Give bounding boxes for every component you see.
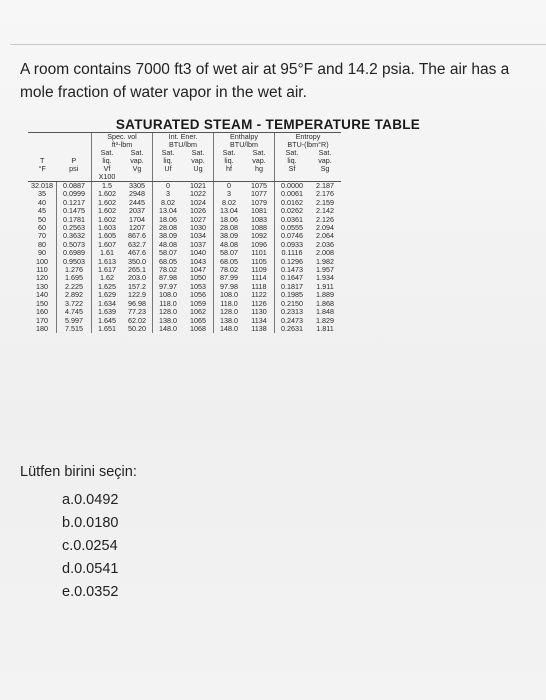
table-cell: 58.07 bbox=[153, 249, 184, 257]
table-cell: 1056 bbox=[190, 290, 206, 300]
header-cell: Sat. bbox=[275, 149, 310, 157]
table-cell: 3.722 bbox=[57, 300, 92, 308]
table-cell: 1.957 bbox=[316, 265, 334, 275]
table-cell: 18.06 bbox=[153, 216, 184, 224]
table-cell: 35 bbox=[38, 189, 46, 199]
table-cell: 2037 bbox=[129, 206, 145, 216]
table-cell: 8.02 bbox=[153, 199, 184, 207]
table-cell: 1022 bbox=[190, 189, 206, 199]
table-cell: 632.7 bbox=[128, 239, 146, 249]
table-cell: 265.1 bbox=[128, 265, 146, 275]
header-cell: vap. bbox=[130, 156, 144, 165]
table-cell: 3305 bbox=[122, 182, 153, 191]
table-cell: 1.602 bbox=[92, 207, 123, 215]
table-cell: 1.634 bbox=[92, 300, 123, 308]
table-cell: 467.6 bbox=[128, 248, 146, 258]
table-cell: 4.745 bbox=[57, 308, 92, 316]
table-cell: 0 bbox=[153, 182, 184, 191]
table-cell: 68.05 bbox=[214, 258, 245, 266]
table-cell: 1.602 bbox=[92, 190, 123, 198]
table-cell: 96.98 bbox=[128, 298, 146, 308]
table-cell: 148.0 bbox=[153, 325, 184, 333]
table-cell: 0.2313 bbox=[275, 308, 310, 316]
table-cell: 1.848 bbox=[316, 307, 334, 317]
table-cell: 48.08 bbox=[214, 241, 245, 249]
table-cell: 1034 bbox=[190, 231, 206, 241]
table-cell: 0.0000 bbox=[275, 182, 310, 191]
group-enthalpy: Enthalpy bbox=[214, 133, 275, 142]
table-cell: 2.225 bbox=[57, 283, 92, 291]
table-cell: 1026 bbox=[190, 206, 206, 216]
table-cell: 128.0 bbox=[153, 308, 184, 316]
table-cell: 1081 bbox=[251, 206, 267, 216]
table-title: SATURATED STEAM - TEMPERATURE TABLE bbox=[115, 117, 421, 132]
header-cell: Sat. bbox=[153, 149, 184, 157]
table-cell: 1.811 bbox=[316, 323, 334, 333]
table-cell: 2.126 bbox=[316, 214, 334, 224]
header-cell: Sat. bbox=[191, 148, 205, 157]
table-cell: 45 bbox=[38, 206, 46, 216]
table-cell: 50.20 bbox=[128, 323, 146, 333]
table-cell: 1024 bbox=[190, 197, 206, 207]
header-cell: Sat. bbox=[214, 149, 245, 157]
table-cell: 1027 bbox=[190, 214, 206, 224]
table-cell: 1109 bbox=[251, 265, 267, 275]
table-cell: 0.1985 bbox=[275, 291, 310, 299]
table-cell: 80 bbox=[38, 239, 46, 249]
table-cell: 1.982 bbox=[316, 256, 334, 266]
group-entropy: Entropy bbox=[275, 133, 342, 142]
table-cell: 138.0 bbox=[214, 317, 245, 325]
table-cell: 87.98 bbox=[153, 274, 184, 282]
table-cell: 0.5073 bbox=[57, 241, 92, 249]
header-cell: liq. bbox=[153, 157, 184, 165]
table-cell: 0.1116 bbox=[275, 249, 310, 257]
table-cell: 1.61 bbox=[92, 249, 123, 257]
header-cell: vap. bbox=[318, 156, 332, 165]
table-cell: 0.1475 bbox=[57, 207, 92, 215]
table-cell: 1.62 bbox=[92, 274, 123, 282]
table-cell: 122.9 bbox=[128, 290, 146, 300]
table-cell: 78.02 bbox=[214, 266, 245, 274]
table-cell: 38.09 bbox=[214, 232, 245, 240]
table-cell: 1062 bbox=[190, 307, 206, 317]
table-cell: 2.176 bbox=[316, 189, 334, 199]
header-cell: Sf bbox=[275, 165, 310, 173]
answer-options bbox=[62, 489, 118, 604]
table-cell: 0.2563 bbox=[57, 224, 92, 232]
table-cell: 157.2 bbox=[128, 281, 146, 291]
table-cell: 1065 bbox=[190, 315, 206, 325]
table-cell: 1.602 bbox=[92, 199, 123, 207]
table-cell: 28.08 bbox=[214, 224, 245, 232]
table-cell: 40 bbox=[38, 197, 46, 207]
table-cell: 2.008 bbox=[316, 248, 334, 258]
table-cell: 1101 bbox=[251, 248, 267, 258]
table-body bbox=[28, 182, 341, 334]
option-a[interactable]: a.0.0492 bbox=[62, 492, 119, 508]
table-cell: 68.05 bbox=[153, 258, 184, 266]
table-cell: 7.515 bbox=[57, 325, 92, 333]
table-cell: 1059 bbox=[190, 298, 206, 308]
table-cell: 160 bbox=[36, 307, 48, 317]
table-cell: 1.607 bbox=[92, 241, 123, 249]
table-cell: 1092 bbox=[251, 231, 267, 241]
table-cell: 0.3632 bbox=[57, 232, 92, 240]
saturated-steam-table bbox=[28, 132, 341, 333]
header-cell: Sat. bbox=[130, 148, 144, 157]
table-cell: 97.98 bbox=[214, 283, 245, 291]
table-cell: 1.889 bbox=[316, 290, 334, 300]
table-cell: 0.0887 bbox=[57, 182, 92, 191]
table-cell: 1.602 bbox=[92, 216, 123, 224]
table-cell: 0.0999 bbox=[57, 190, 92, 198]
table-cell: 1.911 bbox=[316, 281, 334, 291]
table-cell: 2.187 bbox=[309, 182, 341, 191]
group-int-energy-unit: BTU/lbm bbox=[153, 141, 214, 149]
table-cell: 18.06 bbox=[214, 216, 245, 224]
table-cell: 2445 bbox=[129, 197, 145, 207]
header-cell: Sat. bbox=[92, 149, 123, 157]
table-cell: 350.0 bbox=[128, 256, 146, 266]
group-entropy-unit: BTU-(lbm°R) bbox=[275, 141, 342, 149]
header-cell: Sg bbox=[320, 164, 330, 173]
group-int-energy: Int. Ener. bbox=[153, 133, 214, 142]
header-cell: vap. bbox=[191, 156, 205, 165]
table-cell: 0.6989 bbox=[57, 249, 92, 257]
table-cell: 3 bbox=[214, 190, 245, 198]
table-cell: 0.1647 bbox=[275, 274, 310, 282]
header-cell bbox=[57, 141, 92, 149]
table-cell: 1.629 bbox=[92, 291, 123, 299]
table-cell: 5.997 bbox=[57, 317, 92, 325]
table-cell: 1.645 bbox=[92, 317, 123, 325]
header-cell: X100 bbox=[92, 173, 123, 182]
table-cell: 2948 bbox=[129, 189, 145, 199]
table-cell: 1053 bbox=[190, 281, 206, 291]
question-text: A room contains 7000 ft3 of wet air at 95°F and 14.2 psia. The air has a mole fraction of water vapor in the wet air. bbox=[20, 61, 510, 101]
table-cell: 1126 bbox=[251, 298, 267, 308]
table-cell: 1030 bbox=[190, 223, 206, 233]
divider bbox=[10, 44, 546, 45]
table-cell: 0.0361 bbox=[275, 216, 310, 224]
table-cell: 0.9503 bbox=[57, 258, 92, 266]
table-cell: 1114 bbox=[251, 273, 267, 283]
table-cell: 97.97 bbox=[153, 283, 184, 291]
table-cell: 1138 bbox=[251, 323, 267, 333]
table-cell: 0.1781 bbox=[57, 216, 92, 224]
table-cell: 1704 bbox=[129, 214, 145, 224]
header-cell: Vg bbox=[132, 164, 142, 173]
header-cell: Ug bbox=[193, 164, 203, 173]
table-cell: 1079 bbox=[251, 197, 267, 207]
header-cell: Vf bbox=[92, 165, 123, 173]
table-cell: 138.0 bbox=[153, 317, 184, 325]
table-cell: 130 bbox=[36, 281, 48, 291]
table-cell: 1.625 bbox=[92, 283, 123, 291]
table-cell: 77.23 bbox=[128, 307, 146, 317]
table-cell: 0.1817 bbox=[275, 283, 310, 291]
table-cell: 1.5 bbox=[92, 182, 123, 191]
table-cell: 60 bbox=[38, 223, 46, 233]
option-c[interactable]: c.0.0254 bbox=[62, 538, 118, 554]
table-cell: 0.2473 bbox=[275, 317, 310, 325]
table-row bbox=[28, 325, 341, 333]
table-cell: 28.08 bbox=[153, 224, 184, 232]
table-cell: 1.603 bbox=[92, 224, 123, 232]
table-cell: 3 bbox=[153, 190, 184, 198]
header-p-unit: psi bbox=[69, 164, 79, 173]
header-p: P bbox=[71, 156, 77, 165]
table-cell: 1088 bbox=[251, 223, 267, 233]
table-cell: 120 bbox=[36, 273, 48, 283]
table-cell: 0.0061 bbox=[275, 190, 310, 198]
header-t-unit: °F bbox=[38, 164, 46, 173]
header-cell bbox=[28, 141, 57, 149]
header-cell: liq. bbox=[92, 157, 123, 165]
table-cell: 50 bbox=[38, 214, 46, 224]
table-cell: 1077 bbox=[251, 189, 267, 199]
table-cell: 1.829 bbox=[316, 315, 334, 325]
table-cell: 1083 bbox=[251, 214, 267, 224]
table-cell: 2.036 bbox=[316, 239, 334, 249]
table-cell: 1047 bbox=[190, 265, 206, 275]
group-enthalpy-unit: BTU/lbm bbox=[214, 141, 275, 149]
table-cell: 108.0 bbox=[153, 291, 184, 299]
table-cell: 0.0933 bbox=[275, 241, 310, 249]
group-spec-vol: Spec. vol bbox=[92, 133, 153, 142]
table-cell: 1040 bbox=[190, 248, 206, 258]
table-cell: 0.2150 bbox=[275, 300, 310, 308]
table-cell: 1.613 bbox=[92, 258, 123, 266]
table-cell: 1096 bbox=[251, 239, 267, 249]
prompt-text: Lütfen birini seçin: bbox=[20, 464, 137, 480]
header-cell bbox=[28, 133, 57, 142]
option-e[interactable]: e.0.0352 bbox=[62, 584, 119, 600]
header-cell bbox=[57, 133, 92, 142]
table-cell: 1075 bbox=[244, 182, 275, 191]
table-cell: 118.0 bbox=[214, 300, 245, 308]
header-cell: vap. bbox=[252, 156, 266, 165]
table-cell: 1130 bbox=[251, 307, 267, 317]
table-cell: 0.0262 bbox=[275, 207, 310, 215]
table-cell: 1050 bbox=[190, 273, 206, 283]
table-cell: 90 bbox=[38, 248, 46, 258]
table-cell: 48.08 bbox=[153, 241, 184, 249]
table-cell: 2.142 bbox=[316, 206, 334, 216]
table-cell: 0.0746 bbox=[275, 232, 310, 240]
table-cell: 150 bbox=[36, 298, 48, 308]
table-cell: 128.0 bbox=[214, 308, 245, 316]
table-cell: 180 bbox=[36, 323, 48, 333]
group-spec-vol-unit: ft³-lbm bbox=[92, 141, 153, 149]
table-cell: 1.651 bbox=[92, 325, 123, 333]
table-cell: 2.892 bbox=[57, 291, 92, 299]
table-cell: 0.0162 bbox=[275, 199, 310, 207]
table-cell: 62.02 bbox=[128, 315, 146, 325]
table-cell: 0 bbox=[214, 182, 245, 191]
table-cell: 58.07 bbox=[214, 249, 245, 257]
table-cell: 110 bbox=[36, 265, 48, 275]
table-cell: 0.0555 bbox=[275, 224, 310, 232]
table-cell: 1207 bbox=[129, 223, 145, 233]
table-cell: 203.0 bbox=[128, 273, 146, 283]
table-cell: 78.02 bbox=[153, 266, 184, 274]
header-cell: Uf bbox=[153, 165, 184, 173]
table-cell: 2.159 bbox=[316, 197, 334, 207]
table-cell: 1.276 bbox=[57, 266, 92, 274]
table-cell: 1043 bbox=[190, 256, 206, 266]
table-cell: 148.0 bbox=[214, 325, 245, 333]
table-cell: 867.6 bbox=[128, 231, 146, 241]
table-cell: 170 bbox=[36, 315, 48, 325]
table-cell: 0.1217 bbox=[57, 199, 92, 207]
table-cell: 8.02 bbox=[214, 199, 245, 207]
table-cell: 1.934 bbox=[316, 273, 334, 283]
table-cell: 87.99 bbox=[214, 274, 245, 282]
table-cell: 1.605 bbox=[92, 232, 123, 240]
header-t: T bbox=[40, 156, 45, 165]
header-cell: Sat. bbox=[252, 148, 266, 157]
table-cell: 1037 bbox=[190, 239, 206, 249]
table-cell: 70 bbox=[38, 231, 46, 241]
table-cell: 118.0 bbox=[153, 300, 184, 308]
table-cell: 38.09 bbox=[153, 232, 184, 240]
header-cell: liq. bbox=[275, 157, 310, 165]
table-cell: 1021 bbox=[183, 182, 214, 191]
header-cell: liq. bbox=[214, 157, 245, 165]
table-cell: 0.1296 bbox=[275, 258, 310, 266]
table-cell: 1.695 bbox=[57, 274, 92, 282]
table-cell: 140 bbox=[36, 290, 48, 300]
table-cell: 2.094 bbox=[316, 223, 334, 233]
table-cell: 100 bbox=[36, 256, 48, 266]
table-cell: 1.868 bbox=[316, 298, 334, 308]
table-cell: 13.04 bbox=[214, 207, 245, 215]
table-cell: 108.0 bbox=[214, 291, 245, 299]
option-d[interactable]: d.0.0541 bbox=[62, 561, 119, 577]
table-cell: 0.1473 bbox=[275, 266, 310, 274]
table-cell: 1068 bbox=[190, 323, 206, 333]
table-cell: 1122 bbox=[251, 290, 267, 300]
table-cell: 1118 bbox=[251, 281, 267, 291]
table-cell: 1105 bbox=[251, 256, 267, 266]
table-cell: 1.617 bbox=[92, 266, 123, 274]
table-cell: 1.639 bbox=[92, 308, 123, 316]
header-cell: Sat. bbox=[318, 148, 332, 157]
header-cell: hf bbox=[214, 165, 245, 173]
table-cell: 0.2631 bbox=[275, 325, 310, 333]
table-cell: 13.04 bbox=[153, 207, 184, 215]
table-cell: 32.018 bbox=[28, 182, 57, 191]
table-cell: 2.064 bbox=[316, 231, 334, 241]
option-b[interactable]: b.0.0180 bbox=[62, 515, 119, 531]
table-cell: 1134 bbox=[251, 315, 267, 325]
header-cell: hg bbox=[255, 164, 263, 173]
